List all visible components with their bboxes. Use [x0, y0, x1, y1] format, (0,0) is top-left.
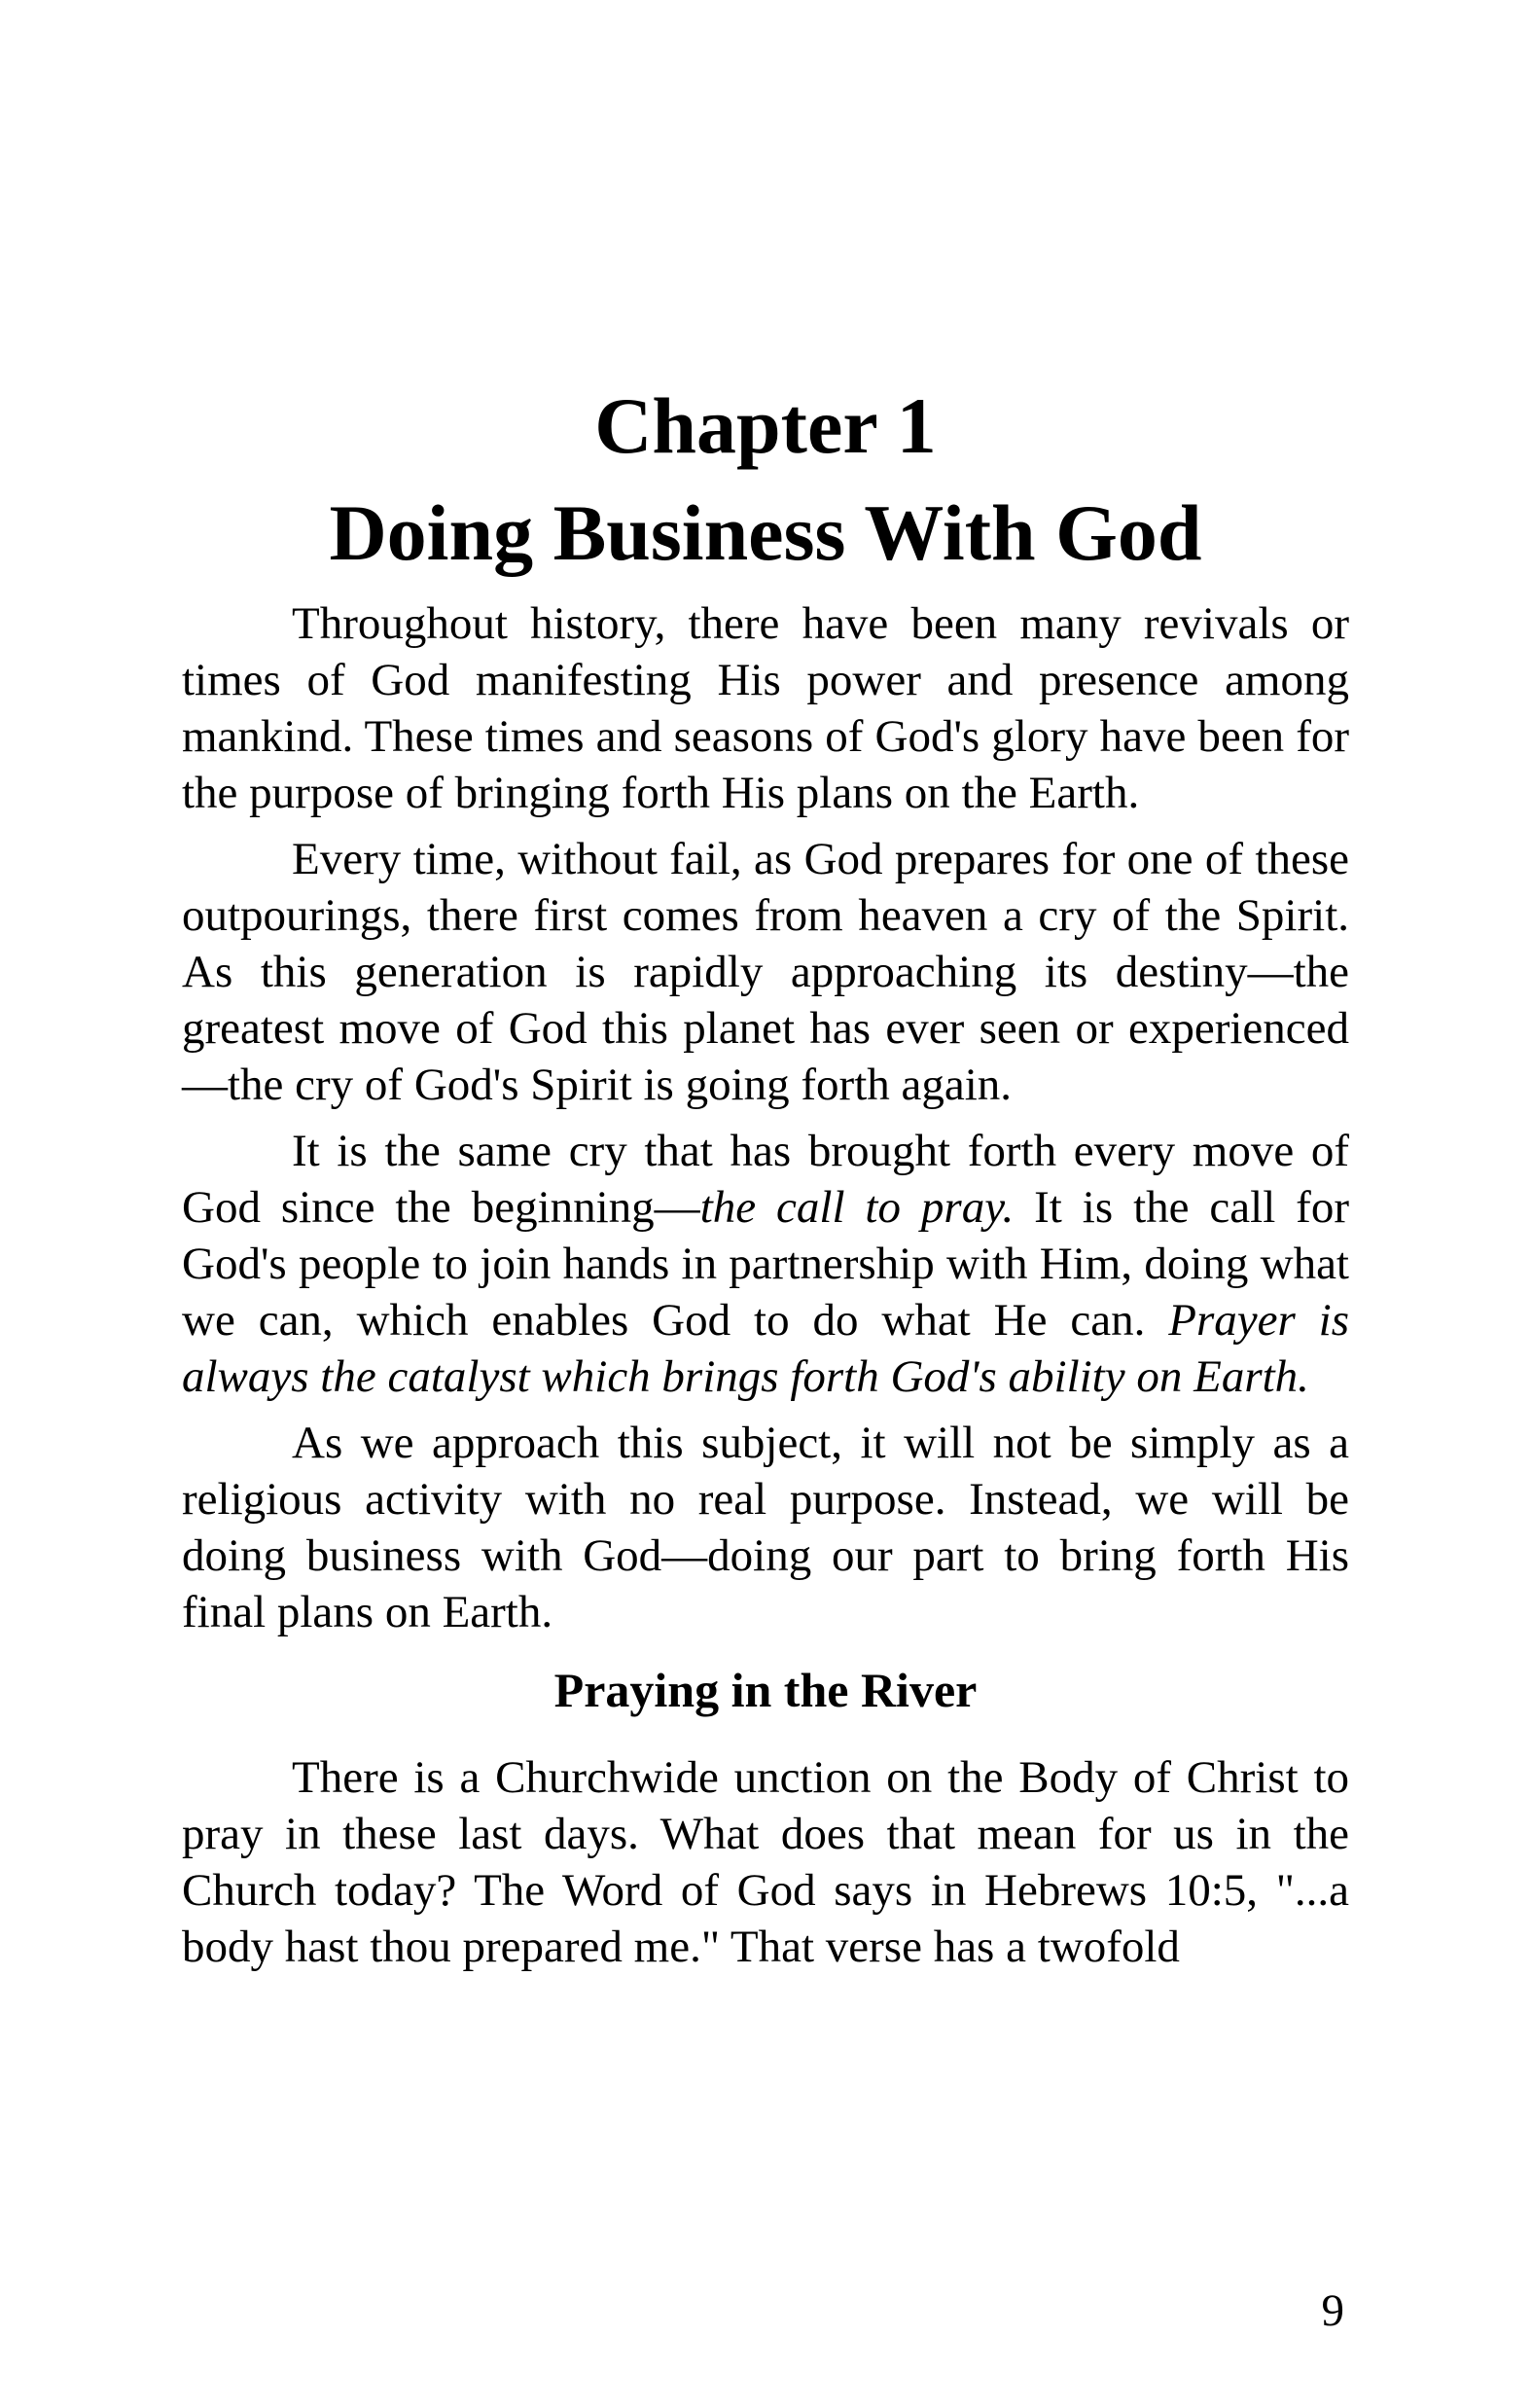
page-number: 9 — [1321, 2285, 1344, 2336]
paragraph-3-italic-catalyst: Prayer is always the catalyst which brings forth God's ability on Earth. — [182, 1295, 1349, 1402]
paragraph-4-text: As we approach this subject, it will not be simply as a religious activity with no real purpose. Instead, we will be doing business with God—doing our part to bring forth His final plans on Earth. — [182, 1418, 1349, 1637]
paragraph-2-text: Every time, without fail, as God prepares for one of these outpourings, there first comes from heaven a cry of the Spirit. As this generation is rapidly approaching its destiny—the greatest move of God this planet has ever seen or experienced—the cry of God's Spirit is going forth again. — [182, 834, 1349, 1110]
paragraph-3-text-b: It is the call for God's people to join hands in partnership with Him, doing what we can, which enables God to do what He can. — [182, 1182, 1349, 1346]
section-paragraph-1 — [182, 1749, 1349, 1975]
paragraph-2 — [182, 831, 1349, 1113]
paragraph-4 — [182, 1415, 1349, 1640]
body-text — [182, 595, 1349, 1985]
paragraph-1-text: Throughout history, there have been many revivals or times of God manifesting His power and presence among mankind. These times and seasons of God's glory have been for the purpose of bringing forth His plans on the Earth. — [182, 598, 1349, 818]
paragraph-1 — [182, 595, 1349, 821]
chapter-heading — [182, 373, 1349, 587]
paragraph-3-text-a: It is the same cry that has brought forth every move of God since the beginning— — [182, 1126, 1349, 1233]
section-paragraph-1-text: There is a Churchwide unction on the Body of Christ to pray in these last days. What does that mean for us in the Church today? The Word of God says in Hebrews 10:5, "...a body hast thou prepared me." That verse has a twofold — [182, 1752, 1349, 1972]
chapter-title: Doing Business With God — [329, 488, 1202, 577]
paragraph-3-italic-call-to-pray: the call to pray. — [699, 1182, 1015, 1233]
chapter-number: Chapter 1 — [594, 381, 937, 470]
section-heading: Praying in the River — [553, 1663, 978, 1717]
paragraph-3 — [182, 1123, 1349, 1405]
